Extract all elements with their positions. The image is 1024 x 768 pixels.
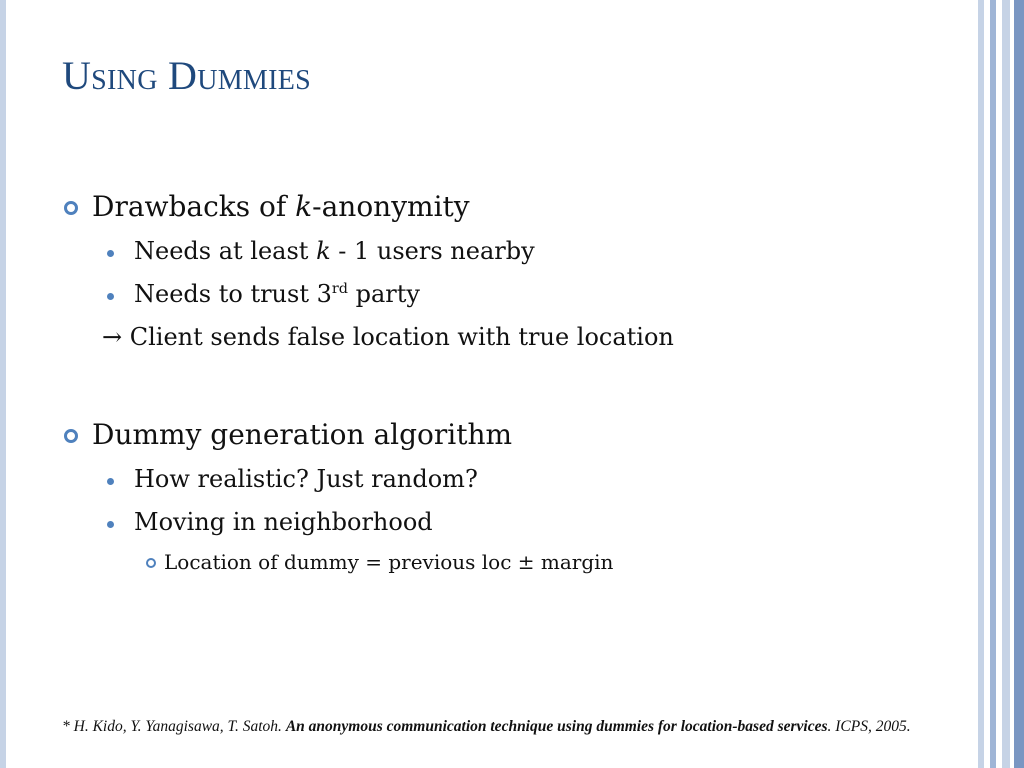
bullet-needs-users bbox=[134, 237, 535, 265]
footnote-citation bbox=[62, 716, 972, 737]
bullet-needs-trust bbox=[134, 280, 420, 308]
sub-bullet-location-of-dummy: Location of dummy = previous loc ± margin bbox=[164, 550, 614, 574]
section-heading-dummy-generation: Dummy generation algorithm bbox=[92, 418, 513, 451]
small-circle-bullet-icon bbox=[146, 558, 156, 568]
right-frame-band-2 bbox=[990, 0, 996, 768]
bullet-suffix: - 1 users nearby bbox=[330, 237, 535, 265]
dot-bullet-icon bbox=[107, 293, 114, 300]
section-heading-drawbacks bbox=[92, 190, 470, 223]
dot-bullet-icon bbox=[107, 521, 114, 528]
citation-title: An anonymous communication technique using dummies for location-based services bbox=[285, 718, 828, 735]
dot-bullet-icon bbox=[107, 478, 114, 485]
bullet-italic-k: k bbox=[316, 237, 331, 265]
arrow-line: → Client sends false location with true location bbox=[102, 323, 674, 351]
heading-suffix: -anonymity bbox=[312, 190, 470, 223]
bullet-moving-neighborhood: Moving in neighborhood bbox=[134, 508, 433, 536]
right-frame-band-3 bbox=[1002, 0, 1010, 768]
slide-title: Using Dummies bbox=[62, 53, 312, 98]
bullet-prefix: Needs at least bbox=[134, 237, 317, 265]
heading-italic-k: k bbox=[295, 190, 313, 223]
left-frame-rule bbox=[0, 0, 6, 768]
right-frame-band-4 bbox=[1014, 0, 1024, 768]
heading-prefix: Drawbacks of bbox=[92, 190, 296, 223]
circle-bullet-icon bbox=[64, 201, 78, 215]
dot-bullet-icon bbox=[107, 250, 114, 257]
bullet-superscript: rd bbox=[331, 281, 348, 297]
citation-authors: * H. Kido, Y. Yanagisawa, T. Satoh. bbox=[62, 718, 286, 735]
bullet-how-realistic: How realistic? Just random? bbox=[134, 465, 478, 493]
bullet-suffix: party bbox=[347, 280, 420, 308]
right-frame-band-1 bbox=[978, 0, 984, 768]
circle-bullet-icon bbox=[64, 429, 78, 443]
bullet-prefix: Needs to trust 3 bbox=[134, 280, 332, 308]
citation-venue: . ICPS, 2005. bbox=[827, 718, 911, 735]
